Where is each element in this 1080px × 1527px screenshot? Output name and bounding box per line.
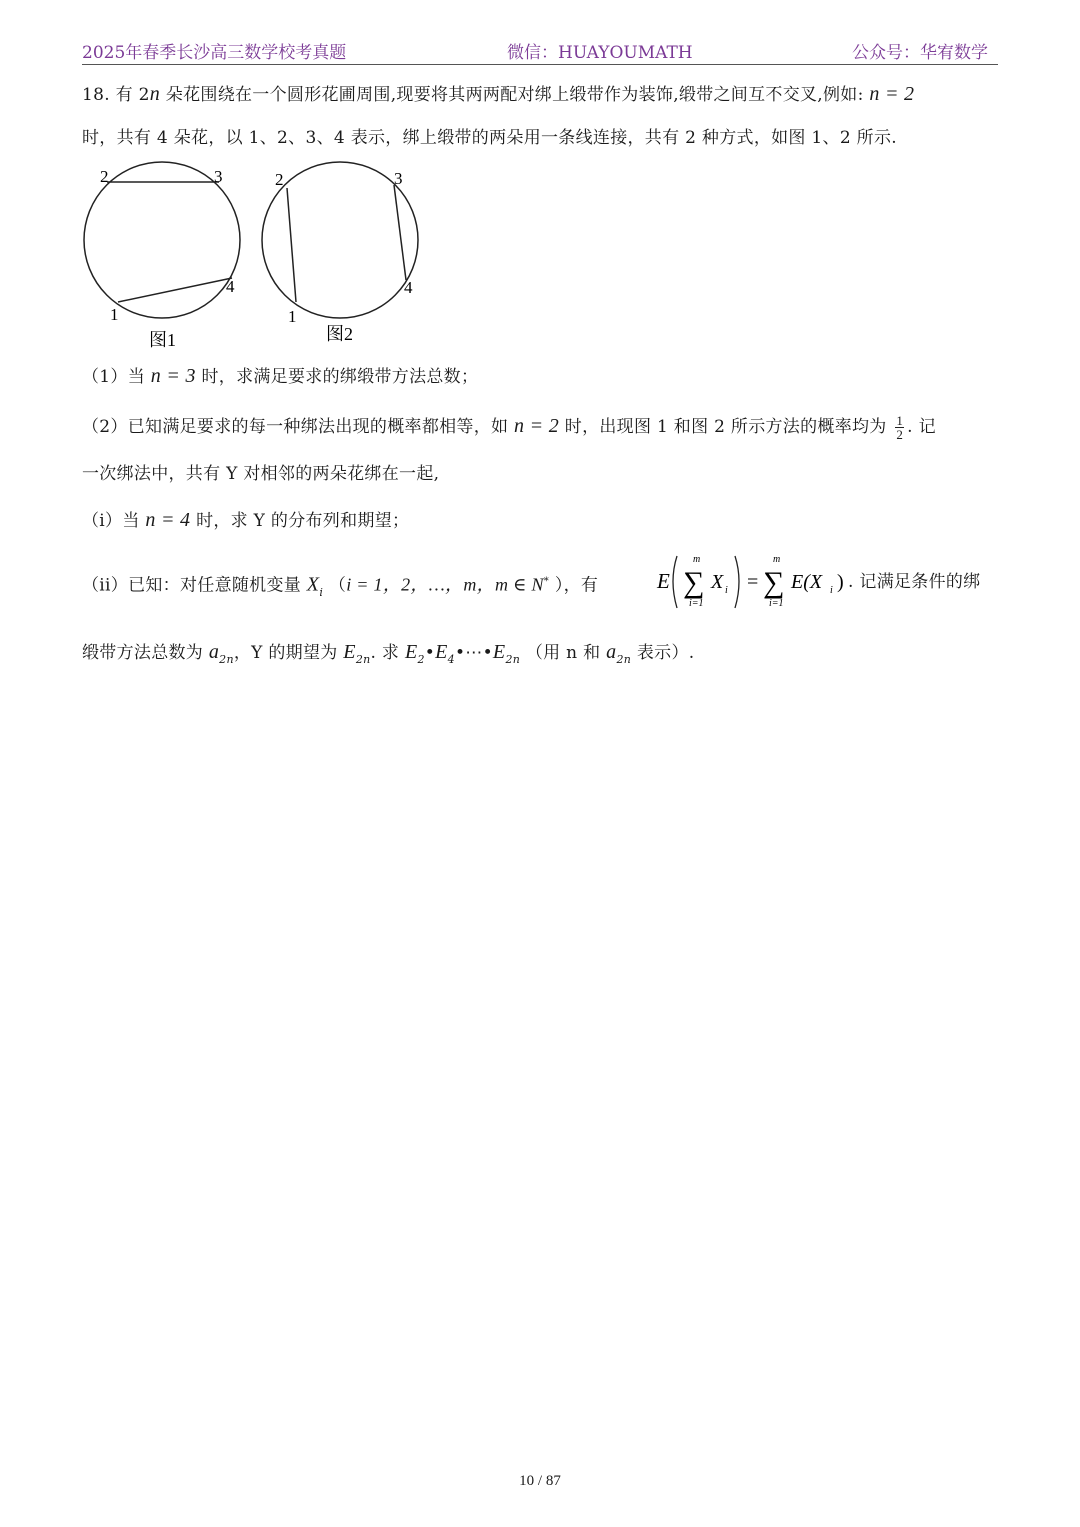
formula-right-paren [735,556,739,608]
formula-sum-top-right: m [773,554,781,565]
formula-close-paren: ) [837,571,844,593]
figure-2-label-3: 3 [394,169,403,188]
figure-2-caption: 图2 [326,324,353,344]
linearity-formula [655,550,855,614]
figure-2-chord-2-1 [287,188,296,302]
figure-2 [262,162,418,344]
figure-1-chord-1-4 [118,278,232,302]
figure-1-label-3: 3 [214,167,223,186]
figure-1-label-4: 4 [226,277,235,296]
part-ii-line-2: 缎带方法总数为 $a_{2n}$，Y 的期望为 $E_{2n}$. 求 $E_2•E_4•\cdots•E_{2n}$ （用 n 和 $a_{2n}$ 表示）. [82,641,695,666]
part-1: （1）当 n = 3 时，求满足要求的绑缎带方法总数； [82,365,479,387]
problem-intro-line-1: 18. 有 2n 朵花围绕在一个圆形花圃周围,现要将其两两配对绑上缎带作为装饰,缎带之间互不交叉,例如: n = 2 [82,83,915,105]
page-number: 10 / 87 [519,1473,561,1489]
formula-i-left: i [725,585,728,596]
formula-equals: = [747,571,759,593]
figure-2-label-2: 2 [275,170,284,189]
formula-X-left: X [711,571,724,593]
formula-sigma-right: ∑ [763,566,785,599]
page-header [82,38,998,65]
example-n-equals: n = 2 [869,83,915,105]
header-wechat: 微信：HUAYOUMATH [507,43,693,63]
formula-sum-top-left: m [693,554,701,565]
part-ii-tail: . 记满足条件的绑 [848,572,981,592]
header-account: 公众号：华宥数学 [852,43,988,63]
part-i: （i）当 n = 4 时，求 Y 的分布列和期望； [82,509,410,531]
part-2: （2）已知满足要求的每一种绑法出现的概率都相等，如 n = 2 时，出现图 1 和图 2 所示方法的概率均为 $\frac{1}{2}$ . 记 [82,413,936,442]
figure-1-caption: 图1 [149,330,176,350]
formula-sum-bottom-right: i=1 [769,598,784,609]
header-title: 2025年春季长沙高三数学校考真题 [82,43,347,63]
formula-sum-bottom-left: i=1 [689,598,704,609]
part-2-line-2: 一次绑法中，共有 Y 对相邻的两朵花绑在一起, [82,464,440,484]
figure-2-label-1: 1 [288,307,297,326]
formula-E-X-right: E(X [791,571,823,593]
figure-1 [84,162,240,350]
figure-2-label-4: 4 [404,278,413,297]
formula-E-left: E [657,569,670,593]
part-ii: （ii）已知：对任意随机变量 $X_i$ （i = 1，2，…，m，m ∈ N* ），有 [82,573,599,599]
figure-1-label-1: 1 [110,305,119,324]
formula-sigma-left: ∑ [683,566,705,599]
formula-left-paren [673,556,677,608]
formula-i-right: i [830,585,833,596]
figure-1-label-2: 2 [100,167,109,186]
figure-2-chord-3-4 [394,185,406,280]
probability-fraction: $\frac{1}{2}$ [896,413,904,442]
problem-number: 18. [82,85,110,105]
figures [82,160,432,355]
problem-intro-line-2: 时，共有 4 朵花，以 1、2、3、4 表示，绑上缎带的两朵用一条线连接，共有 2 种方式，如图 1、2 所示. [82,128,897,148]
